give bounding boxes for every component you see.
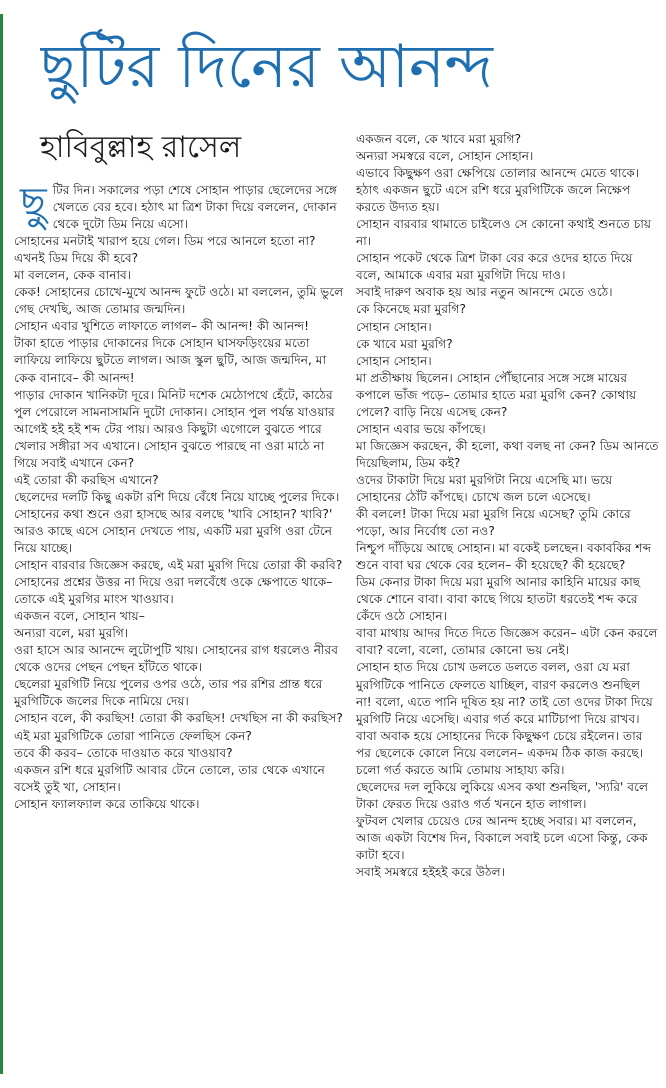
paragraph: বাবা অবাক হয়ে সোহানের দিকে কিছুক্ষণ চেয়ে রইলেন। তার পর ছেলেকে কোলে নিয়ে বললেন– একদম ঠিক কাজ করছে। চলো গর্ত করতে আমি তোমায় সাহায্য করি। [356, 728, 644, 777]
paragraph: অন্যরা সমস্বরে বলে, সোহান সোহান। [356, 149, 534, 164]
paragraph: সোহানের প্রশ্নের উত্তর না দিয়ে ওরা দলবেঁধে ওকে ক্ষেপাতে থাকে– তোকে এই মুরগির মাংস খাওয়াব। [14, 575, 333, 607]
paragraph: অন্যরা বলে, মরা মুরগি। [14, 626, 129, 641]
paragraph: টির দিন। সকালের পড়া শেষে সোহান পাড়ার ছেলেদের সঙ্গে খেলতে বের হবে। হঠাৎ মা ত্রিশ টাকা দিয়ে বললেন, দোকান থেকে দুটো ডিম নিয়ে এসো। [52, 183, 337, 232]
paragraph: সোহান হাত দিয়ে চোখ ডলতে ডলতে বলল, ওরা যে মরা মুরগিটিকে পানিতে ফেলতে যাচ্ছিল, বারণ করলেও শুনছিল না! বলো, এতে পানি দূষিত হয় না? তাই তো ওদের টাকা দিয়ে মুরগিটি নিয়ে এসেছি। এবার গর্ত করে মাটিচাপা দিয়ে রাখব। [356, 660, 653, 726]
page-border-line [0, 14, 3, 1074]
paragraph: কেক! সোহানের চোখে-মুখে আনন্দ ফুটে ওঠে। মা বললেন, তুমি ভুলে গেছ দেখছি, আজ তোমার জন্মদিন। [14, 285, 344, 317]
paragraph: ওদের টাকাটা দিয়ে মরা মুরগিটা নিয়ে এসেছি মা। ভয়ে সোহানের ঠোঁট কাঁপছে। চোখে জল চলে এসেছে। [356, 472, 613, 504]
paragraph: সোহান সোহান। [356, 353, 432, 368]
paragraph: ছেলেরা মুরগিটি নিয়ে পুলের ওপর ওঠে, তার পর রশির প্রান্ত ধরে মুরগিটিকে জলের দিকে নামিয়ে দেয়। [14, 677, 323, 709]
article-column-right [356, 131, 659, 881]
paragraph: একজন বলে, সোহান খায়– [14, 609, 145, 624]
article-title: ছুটির দিনের আনন্দ [40, 32, 493, 102]
paragraph: সোহান এবার ভয়ে কাঁপছে। [356, 421, 486, 436]
article-column-left [14, 178, 347, 813]
drop-cap: ছু [20, 178, 47, 229]
paragraph: পাড়ার দোকান খানিকটা দূরে। মিনিট দশেক মেঠোপথে হেঁটে, কাঠের পুল পেরোলে সামনাসামনি দুটো দোকান। সোহান পুল পর্যন্ত যাওয়ার আগেই হই হই শব্দ টের পায়। আরও কিছুটা এগোলে বুঝতে পারে খেলার সঙ্গীরা সব এখানে। সোহান বুঝতে পারছে না ওরা মাঠে না গিয়ে সবাই এখানে কেন? [14, 387, 335, 470]
paragraph: ফুটবল খেলার চেয়েও ঢের আনন্দ হচ্ছে সবার। মা বললেন, আজ একটা বিশেষ দিন, বিকালে সবাই চলে এসো কিন্তু, কেক কাটা হবে। [356, 813, 648, 862]
paragraph: সবাই দারুণ অবাক হয় আর নতুন আনন্দে মেতে ওঠে। [356, 285, 613, 300]
paragraph: এভাবে কিছুক্ষণ ওরা ক্ষেপিয়ে তোলার আনন্দে মেতে থাকে। হঠাৎ একজন ছুটে এসে রশি ধরে মুরগিটিকে জলে নিক্ষেপ করতে উদ্যত হয়। [356, 166, 640, 215]
paragraph: এই তোরা কী করছিস এখানে? [14, 472, 159, 487]
paragraph: আরও কাছে এসে সোহান দেখতে পায়, একটি মরা মুরগি ওরা টেনে নিয়ে যাচ্ছে। [14, 523, 333, 555]
paragraph: সোহান এবার খুশিতে লাফাতে লাগল– কী আনন্দ! কী আনন্দ! [14, 319, 309, 334]
paragraph: এই মরা মুরগিটিকে তোরা পানিতে ফেলছিস কেন? [14, 728, 252, 743]
paragraph: সোহান পকেট থেকে ত্রিশ টাকা বের করে ওদের হাতে দিয়ে বলে, আমাকে এবার মরা মুরগিটা দিয়ে দাও। [356, 251, 633, 283]
paragraph: বাবা মাথায় আদর দিতে দিতে জিজ্ঞেস করেন– এটা কেন করলে বাবা? বলো, বলো, তোমার কোনো ভয় নেই। [356, 626, 658, 658]
paragraph: মা প্রতীক্ষায় ছিলেন। সোহান পৌঁছানোর সঙ্গে সঙ্গে মায়ের কপালে ভাঁজ পড়ে– তোমার হাতে মরা মুরগি কেন? কোথায় পেলে? বাড়ি নিয়ে এসেছ কেন? [356, 370, 637, 419]
paragraph: সোহান সোহান। [356, 319, 432, 334]
paragraph: মা জিজ্ঞেস করছেন, কী হলো, কথা বলছ না কেন? ডিম আনতে দিয়েছিলাম, ডিম কই? [356, 438, 659, 470]
paragraph: সোহান ফ্যালফ্যাল করে তাকিয়ে থাকে। [14, 796, 200, 811]
article-author: হাবিবুল্লাহ রাসেল [40, 130, 242, 165]
paragraph: একজন বলে, কে খাবে মরা মুরগি? [356, 132, 522, 146]
paragraph: সবাই সমস্বরে হইহই করে উঠল। [356, 865, 506, 880]
paragraph: তবে কী করব– তোকে দাওয়াত করে খাওয়াব? [14, 745, 233, 760]
paragraph: একজন রশি ধরে মুরগিটি আবার টেনে তোলে, তার থেকে এখানে বসেই তুই খা, সোহান। [14, 762, 325, 794]
paragraph: কী বললে! টাকা দিয়ে মরা মুরগি নিয়ে এসেছ? তুমি কোরে পড়ো, আর নির্বোধ তো নও? [356, 507, 631, 539]
paragraph: সোহানের মনটাই খারাপ হয়ে গেল। ডিম পরে আনলে হতো না? এখনই ডিম দিয়ে কী হবে? [14, 234, 316, 266]
paragraph: ডিম কেনার টাকা দিয়ে মরা মুরগি আনার কাহিনি মায়ের কাছ থেকে শোনে বাবা। বাবা কাছে গিয়ে হাতটা ধরতেই শব্দ করে কেঁদে ওঠে সোহান। [356, 575, 641, 624]
paragraph: সোহান বলে, কী করছিস! তোরা কী করছিস! দেখছিস না কী করছিস? [14, 711, 343, 726]
paragraph: কে খাবে মরা মুরগি? [356, 336, 453, 351]
paragraph: ছেলেদের দল লুকিয়ে লুকিয়ে এসব কথা শুনছিল, 'স্যরি' বলে টাকা ফেরত দিয়ে ওরাও গর্ত খননে হাত লাগাল। [356, 779, 649, 811]
paragraph: ছেলেদের দলটি কিছু একটা রশি দিয়ে বেঁধে নিয়ে যাচ্ছে পুলের দিকে। সোহানের কথা শুনে ওরা হাসছে আর বলছে 'খাবি সোহান? খাবি?' [14, 489, 340, 521]
paragraph: টাকা হাতে পাড়ার দোকানের দিকে সোহান ঘাসফড়িংয়ের মতো লাফিয়ে লাফিয়ে ছুটতে লাগল। আজ স্কুল ছুটি, আজ জন্মদিন, মা কেক বানাবে– কী আনন্দ! [14, 336, 327, 385]
paragraph: নিশ্চুপ দাঁড়িয়ে আছে সোহান। মা বকেই চলছেন। বকাবকির শব্দ শুনে বাবা ঘর থেকে বের হলেন– কী হয়েছে? কী হয়েছে? [356, 541, 652, 573]
paragraph: সোহান বারবার থামাতে চাইলেও সে কোনো কথাই শুনতে চায় না। [356, 217, 652, 249]
paragraph: কে কিনেছে মরা মুরগি? [356, 302, 466, 317]
paragraph: ওরা হাসে আর আনন্দে লুটোপুটি খায়। সোহানের রাগ ধরলেও নীরব থেকে ওদের পেছন পেছন হাঁটতে থাকে। [14, 643, 338, 675]
paragraph: সোহান বারবার জিজ্ঞেস করছে, এই মরা মুরগি দিয়ে তোরা কী করবি? [14, 558, 343, 573]
paragraph: মা বললেন, কেক বানাব। [14, 268, 132, 283]
